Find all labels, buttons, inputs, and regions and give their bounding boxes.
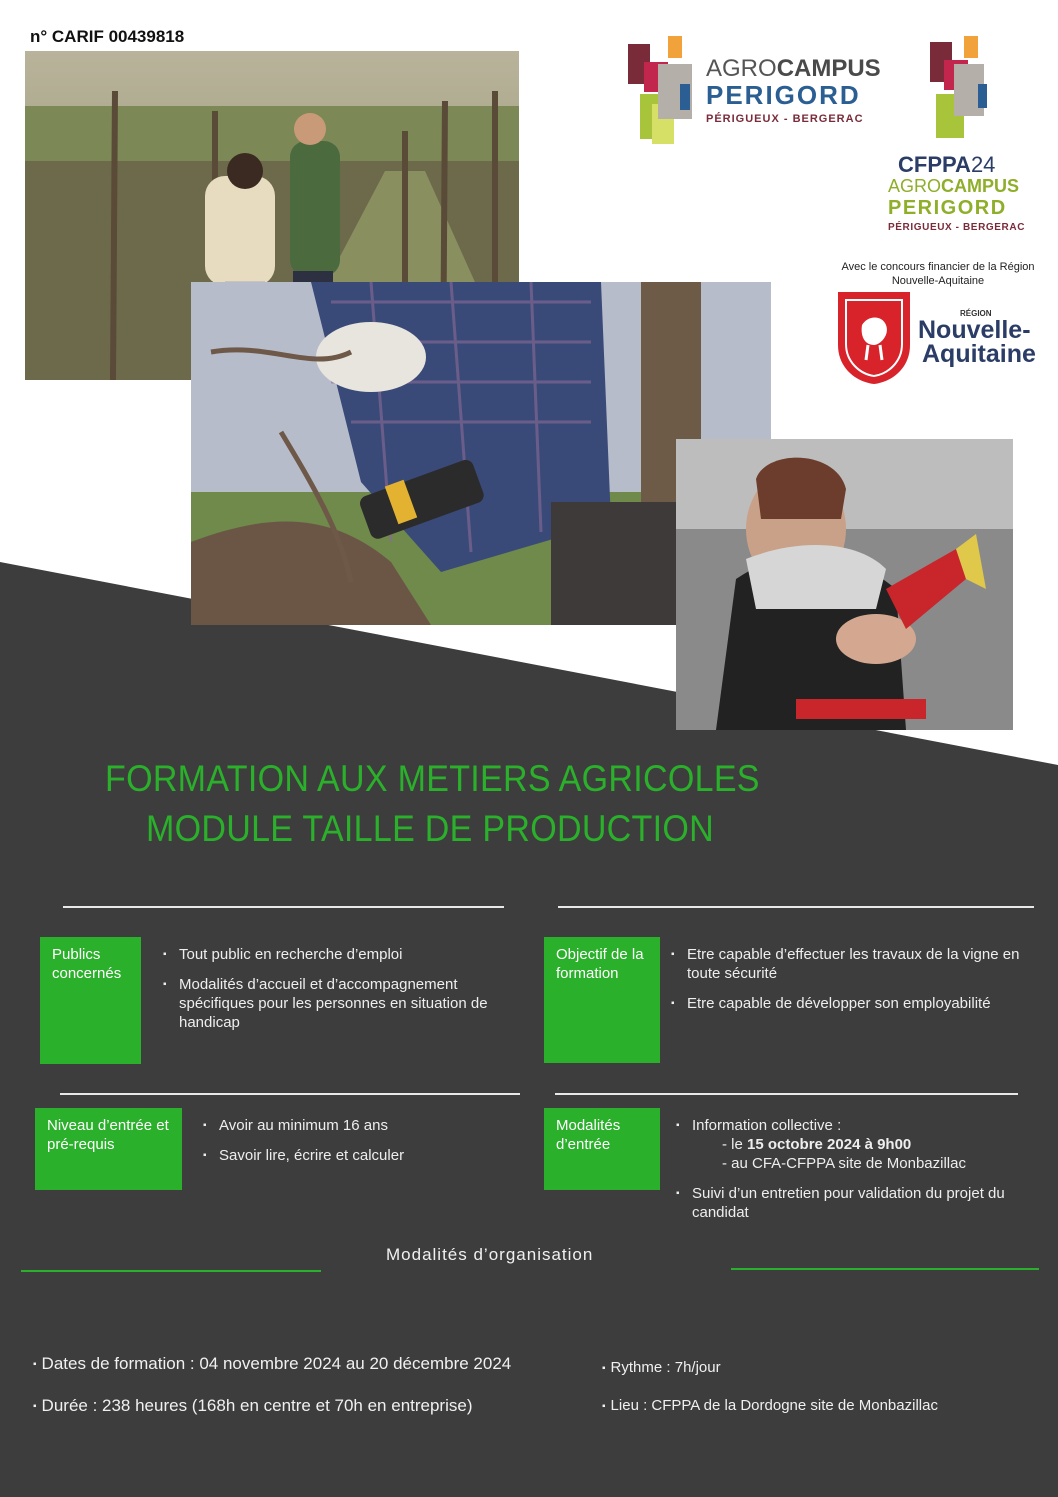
info-collective: Information collective : — [692, 1117, 842, 1134]
dates-formation: ▪ Dates de formation : 04 novembre 2024 au 20 décembre 2024 — [33, 1354, 511, 1374]
niveau-label: Niveau d’entrée et pré-requis — [47, 1117, 169, 1153]
region-line1: Nouvelle- — [918, 316, 1031, 344]
publics-list — [179, 945, 519, 1043]
list-item: ▪ Modalités d’accueil et d’accompagnement spécifiques pour les personnes en situation de handicap — [179, 975, 519, 1032]
cfppa-line2: PERIGORD — [888, 197, 1007, 219]
niveau-label-box — [35, 1108, 182, 1190]
cfppa-line1: AGROCAMPUS — [888, 176, 1020, 196]
objectif-list — [687, 945, 1037, 1024]
main-title-line1: FORMATION AUX METIERS AGRICOLES — [105, 758, 760, 799]
cfppa-line3: PÉRIGUEUX - BERGERAC — [888, 222, 1026, 233]
list-item: ▪ Etre capable de développer son employabilité — [687, 994, 1037, 1013]
region-line2: Aquitaine — [922, 340, 1036, 368]
cfppa-line0: CFPPA24 — [898, 152, 996, 177]
region-nouvelle-aquitaine-logo — [836, 290, 1041, 385]
region-small-label: RÉGION — [960, 309, 992, 318]
agrocampus-line2: PERIGORD — [706, 80, 861, 110]
woman-shears-photo — [676, 439, 1013, 730]
list-item: ▪ Suivi d’un entretien pour validation du projet du candidat — [692, 1184, 1027, 1222]
modalites-label: Modalités d’entrée — [556, 1117, 621, 1153]
divider-publics — [63, 906, 504, 908]
organisation-rule-right — [731, 1268, 1039, 1270]
agrocampus-line3: PÉRIGUEUX - BERGERAC — [706, 113, 864, 125]
duree-formation: ▪ Durée : 238 heures (168h en centre et 70h en entreprise) — [33, 1396, 473, 1416]
modalites-label-box — [544, 1108, 660, 1190]
rythme-formation: ▪ Rythme : 7h/jour — [602, 1359, 721, 1376]
organisation-title: Modalités d’organisation — [386, 1245, 594, 1264]
agrocampus-logo — [628, 34, 888, 146]
info-lieu: - au CFA-CFPPA site de Monbazillac — [722, 1155, 966, 1172]
list-item: ▪ Avoir au minimum 16 ans — [219, 1116, 519, 1135]
publics-label: Publics concernés — [52, 946, 122, 982]
organisation-rule-left — [21, 1270, 321, 1272]
divider-niveau — [60, 1093, 520, 1095]
cfppa24-logo — [888, 34, 1038, 239]
modalites-list — [692, 1116, 1027, 1233]
list-item: ▪ Etre capable d’effectuer les travaux de la vigne en toute sécurité — [687, 945, 1037, 983]
divider-modalites — [555, 1093, 1018, 1095]
objectif-label-box — [544, 937, 660, 1063]
main-title-line2: MODULE TAILLE DE PRODUCTION — [146, 808, 714, 849]
list-item — [692, 1116, 1027, 1173]
lieu-formation: ▪ Lieu : CFPPA de la Dordogne site de Monbazillac — [602, 1397, 938, 1414]
niveau-list — [219, 1116, 519, 1176]
info-date: - le 15 octobre 2024 à 9h00 — [722, 1136, 912, 1153]
list-item: ▪ Tout public en recherche d’emploi — [179, 945, 519, 964]
publics-label-box — [40, 937, 141, 1064]
objectif-label: Objectif de la formation — [556, 946, 644, 982]
agrocampus-line1: AGROCAMPUS — [706, 55, 881, 82]
list-item: ▪ Savoir lire, écrire et calculer — [219, 1146, 519, 1165]
financial-support-note: Avec le concours financier de la Région Nouvelle-Aquitaine — [841, 261, 1035, 287]
divider-objectif — [558, 906, 1034, 908]
carif-number: n° CARIF 00439818 — [30, 27, 185, 46]
